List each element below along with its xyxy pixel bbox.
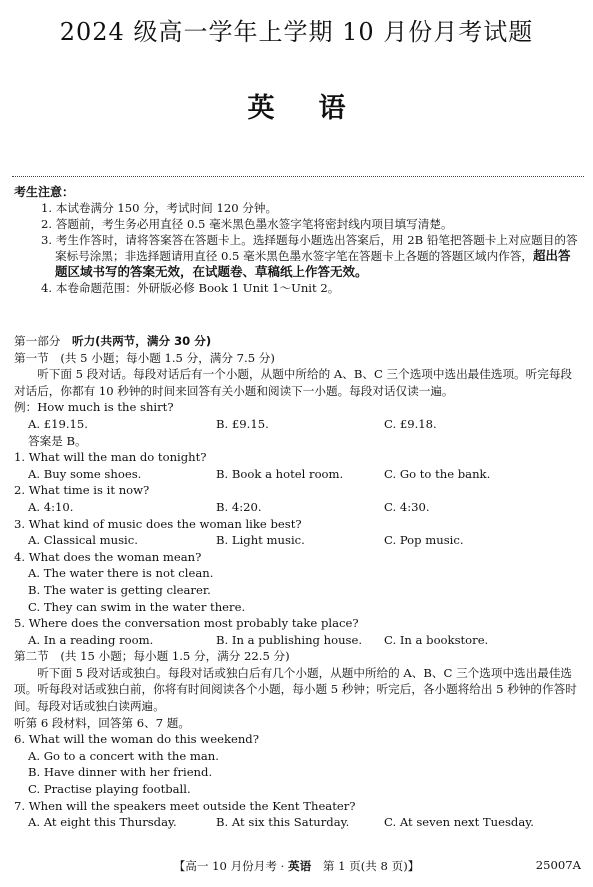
question-5-options: [14, 632, 582, 649]
part1-heading: [14, 333, 582, 350]
question-7-options: [14, 814, 582, 831]
option-a: A. 4:10.: [28, 499, 74, 514]
question-2: 2. What time is it now?: [14, 483, 150, 498]
option-b: B. £9.15.: [216, 416, 269, 431]
option-b: B. Book a hotel room.: [216, 466, 344, 481]
question-3: 3. What kind of music does the woman like best?: [14, 516, 302, 531]
example-answer: 答案是 B。: [28, 433, 87, 448]
question-5: 5. Where does the conversation most probably take place?: [14, 616, 359, 631]
subject-title: 英语: [247, 93, 390, 124]
option-b: B. The water is getting clearer.: [28, 582, 211, 597]
section2-instructions: 听下面 5 段对话或独白。每段对话或独白后有几个小题，从题中所给的 A、B、C 三个选项中选出最佳选项。听每段对话或独白前，你将有时间阅读各个小题，每小题 5 秒钟；听完后，各小题将给出 5 秒钟的作答时间。每段对话或独白读两遍。: [14, 665, 577, 714]
option-c: C. Practise playing football.: [28, 782, 191, 797]
question-3-options: [14, 532, 582, 549]
footer-right: 第 1 页(共 8 页)】: [311, 859, 420, 873]
option-c: C. 4:30.: [384, 499, 430, 514]
question-2-options: [14, 499, 582, 516]
option-a: A. Buy some shoes.: [28, 466, 142, 481]
question-1: 1. What will the man do tonight?: [14, 450, 207, 465]
option-c: C. At seven next Tuesday.: [384, 815, 534, 830]
notice-item-3-bold: 超出答题区域书写的答案无效，在试题卷、草稿纸上作答无效。: [55, 248, 571, 279]
question-4: 4. What does the woman mean?: [14, 549, 202, 564]
option-b: B. Have dinner with her friend.: [28, 765, 213, 780]
notice-item-4: 4. 本卷命题范围：外研版必修 Book 1 Unit 1～Unit 2。: [41, 281, 340, 295]
footer-subject: 英语: [288, 859, 312, 873]
notice-item-2: 2. 答题前，考生务必用直径 0.5 毫米黑色墨水签字笔将密封线内项目填写清楚。: [41, 217, 453, 231]
footer-page-info: [0, 858, 593, 874]
example-question: 例：How much is the shirt?: [14, 400, 174, 415]
option-b: B. At six this Saturday.: [216, 815, 350, 830]
question-6: 6. What will the woman do this weekend?: [14, 732, 259, 747]
notice-item-3: [28, 232, 582, 280]
option-b: B. Light music.: [216, 533, 305, 548]
option-b: B. 4:20.: [216, 499, 262, 514]
notice-item-1: 1. 本试卷满分 150 分，考试时间 120 分钟。: [41, 201, 278, 215]
part1-heading-bold: 听力(共两节，满分 30 分): [71, 334, 212, 348]
question-7: 7. When will the speakers meet outside the Kent Theater?: [14, 798, 356, 813]
option-a: A. The water there is not clean.: [28, 566, 214, 581]
part1-heading-prefix: 第一部分: [14, 334, 72, 348]
section1-heading: 第一节 (共 5 小题；每小题 1.5 分，满分 7.5 分): [14, 350, 275, 365]
option-a: A. Classical music.: [28, 533, 138, 548]
option-c: C. Go to the bank.: [384, 466, 491, 481]
option-c: C. They can swim in the water there.: [28, 599, 246, 614]
material-6-note: 听第 6 段材料，回答第 6、7 题。: [14, 715, 190, 730]
option-a: A. At eight this Thursday.: [28, 815, 177, 830]
option-a: A. £19.15.: [28, 416, 88, 431]
listening-part: [14, 333, 582, 831]
option-a: A. Go to a concert with the man.: [28, 748, 219, 763]
option-c: C. £9.18.: [384, 416, 437, 431]
candidate-notice: [14, 184, 582, 296]
option-c: C. In a bookstore.: [384, 632, 489, 647]
paper-code: 25007A: [535, 858, 581, 872]
dotted-divider: [12, 176, 584, 177]
notice-heading: 考生注意：: [14, 185, 75, 199]
option-b: B. In a publishing house.: [216, 632, 363, 647]
section2-heading: 第二节 (共 15 小题；每小题 1.5 分，满分 22.5 分): [14, 649, 290, 664]
exam-title: 2024 级高一学年上学期 10 月份月考试题: [59, 18, 534, 46]
footer-left: 【高一 10 月份月考 ·: [173, 859, 289, 873]
option-c: C. Pop music.: [384, 533, 464, 548]
question-1-options: [14, 466, 582, 483]
notice-item-3-text: 3. 考生作答时，请将答案答在答题卡上。选择题每小题选出答案后，用 2B 铅笔把答题卡上对应题目的答案标号涂黑；非选择题请用直径 0.5 毫米黑色墨水签字笔在答题卡上各题的答题区域内作答，: [41, 233, 578, 263]
section1-instructions: 听下面 5 段对话。每段对话后有一个小题，从题中所给的 A、B、C 三个选项中选出最佳选项。听完每段对话后，你都有 10 秒钟的时间来回答有关小题和阅读下一小题。每段对话仅读一遍。: [14, 367, 573, 398]
option-a: A. In a reading room.: [28, 632, 154, 647]
example-options: [14, 416, 582, 433]
